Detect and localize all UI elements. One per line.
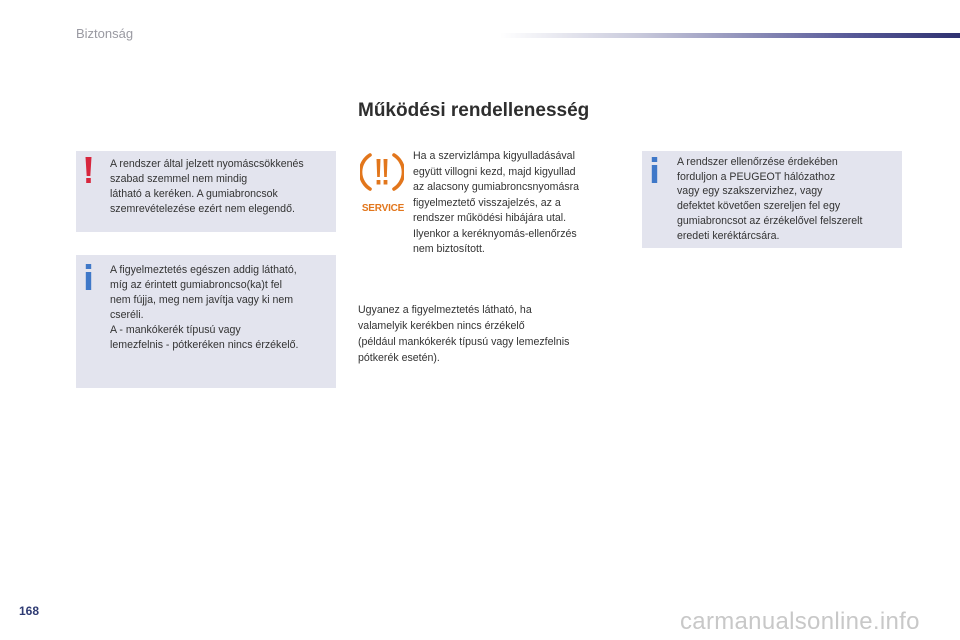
warning-box	[76, 151, 336, 232]
info-box-left	[76, 255, 336, 388]
text-line: (például mankókerék típusú vagy lemezfelnis	[358, 336, 570, 348]
text-line: gumiabroncsot az érzékelővel felszerelt	[677, 214, 863, 227]
warning-box-text	[110, 157, 304, 217]
text-line: eredeti keréktárcsára.	[677, 229, 780, 242]
service-lamp-label: SERVICE	[361, 203, 405, 214]
section-heading: Működési rendellenesség	[358, 100, 590, 121]
text-line: nem biztosított.	[413, 243, 485, 255]
header-gradient-bar	[500, 33, 960, 38]
info-icon	[84, 264, 93, 290]
text-line: Ilyenkor a keréknyomás-ellenőrzés	[413, 227, 577, 240]
info-icon	[650, 157, 659, 183]
text-line: rendszer működési hibájára utal.	[413, 212, 567, 224]
text-line: A - mankókerék típusú vagy	[110, 324, 241, 336]
text-line: A rendszer ellenőrzése érdekében	[677, 156, 838, 168]
text-line: A figyelmeztetés egészen addig látható,	[110, 264, 297, 276]
text-line: látható a keréken. A gumiabroncsok	[110, 188, 278, 200]
text-line: az alacsony gumiabroncsnyomásra	[413, 181, 580, 193]
text-line: valamelyik kerékben nincs érzékelő	[358, 320, 525, 332]
text-line: lemezfelnis - pótkeréken nincs érzékelő.	[110, 339, 299, 351]
text-line: együtt villogni kezd, majd kigyullad	[413, 165, 576, 178]
text-line: forduljon a PEUGEOT hálózathoz	[677, 170, 836, 183]
text-line: szabad szemmel nem mindig	[110, 173, 248, 185]
text-line: Ugyanez a figyelmeztetés látható, ha	[358, 304, 532, 316]
text-line: defektet követően szereljen fel egy	[677, 200, 841, 213]
service-paragraph	[413, 149, 579, 258]
text-line: míg az érintett gumiabroncso(ka)t fel	[110, 279, 282, 291]
info-box-right-text	[677, 155, 862, 243]
text-line: figyelmeztető visszajelzés, az a	[413, 196, 561, 209]
text-line: cseréli.	[110, 309, 144, 321]
info-box-right	[642, 151, 902, 248]
exclamation-icon	[84, 157, 93, 185]
text-line: vagy egy szakszervizhez, vagy	[677, 185, 823, 198]
text-line: szemrevételezése ezért nem elegendő.	[110, 203, 295, 215]
text-line: Ha a szervizlámpa kigyulladásával	[413, 150, 575, 162]
info-box-left-text	[110, 263, 298, 353]
watermark: carmanualsonline.info	[680, 608, 920, 635]
text-line: nem fújja, meg nem javítja vagy ki nem	[110, 294, 294, 306]
text-line: pótkerék esetén).	[358, 352, 440, 364]
service-warning-lamp-icon	[360, 150, 404, 196]
second-paragraph	[358, 302, 569, 366]
section-header-title: Biztonság	[76, 26, 134, 41]
text-line: A rendszer által jelzett nyomáscsökkenés	[110, 158, 304, 170]
page-number: 168	[19, 604, 40, 618]
